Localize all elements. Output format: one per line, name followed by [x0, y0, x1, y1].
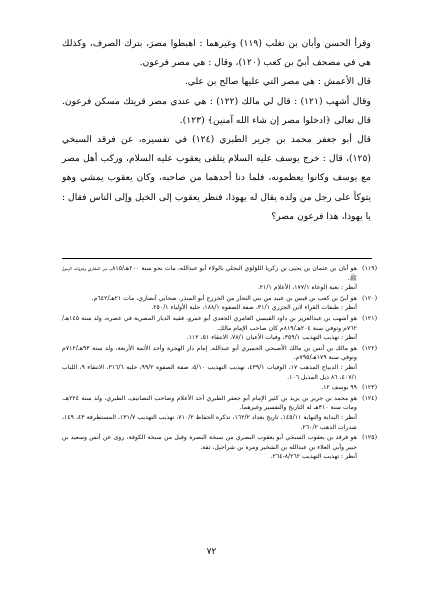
footnote [62, 264, 377, 293]
footnote-text: هو فرقد بن يعقوب السبخي أبو يعقوب البصري من سبخة البصرة وقيل من سبخة الكوفة، روى عن أنس وسعيد بن جبير وأبي العلاء بن عبدالله بن الشخير ومرة بن شراحيل، ثقة. [62, 434, 357, 451]
footnote-reference: أنظر : تهذيب التهذيب ٨/٢٦٢-٢٦٤. [270, 453, 357, 461]
footnote-number: (١٢٠) [362, 294, 377, 302]
footnote-reference: أنظر : تهذيب التهذيب ٣٥٩/١، وفيات الأعيان ٧٨/١، الانتقاء ٥١، ١١٢. [186, 334, 357, 342]
footnote-number: (١٢٥) [362, 434, 377, 442]
footnote [62, 344, 377, 382]
paragraph: وقرأ الحسن وأبان بن تغلب (١١٩) وغيرهما : اهبطوا مصرَ، بترك الصرف، وكذلك هي في مصحف أبيّ بن كعب (١٢٠)، وقال : هي مصر فرعون. [62, 38, 371, 69]
footnote-divider [62, 258, 372, 259]
footnote-number: (١٢١) [362, 314, 377, 322]
paragraph: قال الأعمش : هي مصر التي عليها صالح بن علي. [184, 76, 371, 88]
footnote [62, 383, 377, 393]
paragraph: وقال أشهب (١٢١) : قال لي مالك (١٢٢) : هي عندي مصر قريتك مسكن فرعون. قال تعالى ﴿ادخلوا مصر إن شاء الله آمنين﴾ (١٢٣). [62, 95, 371, 126]
page-number: ٧٢ [206, 547, 217, 557]
footnote-text: ٩٩ يوسف ١٢. [321, 384, 357, 392]
footnote-reference: أنظر : الديباج المذهب ١٧، الوفيات ٤٣٩/١، تهذيب التهذيب ٥/١٠، صفة الصفوة ٩٩/٢، حلية ٣١٦/٦، الانتقاء ٩، اللباب ٤٠٧/١، ٨٦ ذيل المذيل ١٠٦. [62, 363, 357, 381]
footnote-number: (١٢٣) [362, 384, 377, 392]
footnote [62, 394, 377, 432]
footnote-reference: أنظر : طبقات القراء لابن الجزري ٣١/١، صفة الصفوة ١٨٨/١، حلية الأولياء ٢٥٠/١. [151, 304, 357, 312]
footnote-reference: أنظر : البداية والنهاية ١٤٥/١١، تاريخ بغداد ١٦٢/٢، تذكرة الحفاظ ٧١٠/٢، تهذيب التهذيب ١٣١/٧، المستطرفة ٤٣، ١٤٩، شذرات الذهب ٢٦٠/٢. [62, 413, 358, 431]
paragraph: قال أبو جعفر محمد بن جرير الطبري (١٢٤) في تفسيره، عن فرقد السبخي (١٢٥)، قال : خرج يوسف عليه السلام يتلقى يعقوب عليه السلام، وركب أهل مصر مع يوسف وكانوا يعظمونه، فلما دنا أحدهما من صاحبه، وكان يعقوب يمشي وهو يتوكأ على رجل من ولده يقال له يهوذا، فنظر يعقوب إلى الخيل وإلى الناس فقال : يا يهوذا، هذا فرعون مصر؟ [62, 134, 371, 222]
footnote-reference: أنظر : بغية الوعاة ١٧٧/١، الأعلام ٢١/١. [257, 284, 357, 292]
footnote [62, 314, 377, 343]
footnote-text: هو أشهب بن عبدالعزيز بن داود القيسي العامري الجعدي أبو عمرو. فقيه الديار المصرية في عصره، ولد سنة ١٤٥هـ/٧٦٢م وتوفي سنة ٢٠٤هـ/٨١٩م كان صاحب الإمام مالك. [62, 314, 357, 332]
footnote [62, 294, 377, 313]
footnote-text: هو أبيّ بن كعب بن قيس بن عبيد من بني النجار من الخزرج أبو المنذر. صحابي أنصاري، مات ٢١هـ/٦٤٢م. [91, 294, 357, 302]
footnote-text: هو محمد بن جرير بن يزيد بن كثير الإمام أبو جعفر الطبري أحد الأعلام وصاحب التصانيف. الطبري، ولد سنة ٢٢٤هـ، ومات سنة ٣١٠هـ له التاريخ والتفسير وغيرهما. [62, 394, 357, 412]
footnote-number: (١٢٢) [362, 344, 377, 352]
main-text [62, 34, 371, 226]
footnote-number: (١١٩) [362, 265, 377, 272]
footnote-text: هو أبان بن عثمان بن يحيى بن زكريا اللؤلؤي البجلي بالولاء أبو عبدالله، مات نحو سنة ٢٠٠هـ/٨١٥م، من المغازي وغزوات الرسول ﷺ. [62, 265, 357, 282]
footnotes [62, 264, 377, 463]
footnote-text: هو مالك بن أنس بن مالك الأصبحي الحميري أبو عبدالله. إمام دار الهجرة وأحد الأئمة الأربعة، ولد سنة ٩٣هـ/٧١٢م وتوفي سنة ١٧٩هـ/٧٩٥م. [62, 344, 357, 362]
footnote-number: (١٢٤) [362, 394, 377, 402]
footnote [62, 433, 377, 462]
